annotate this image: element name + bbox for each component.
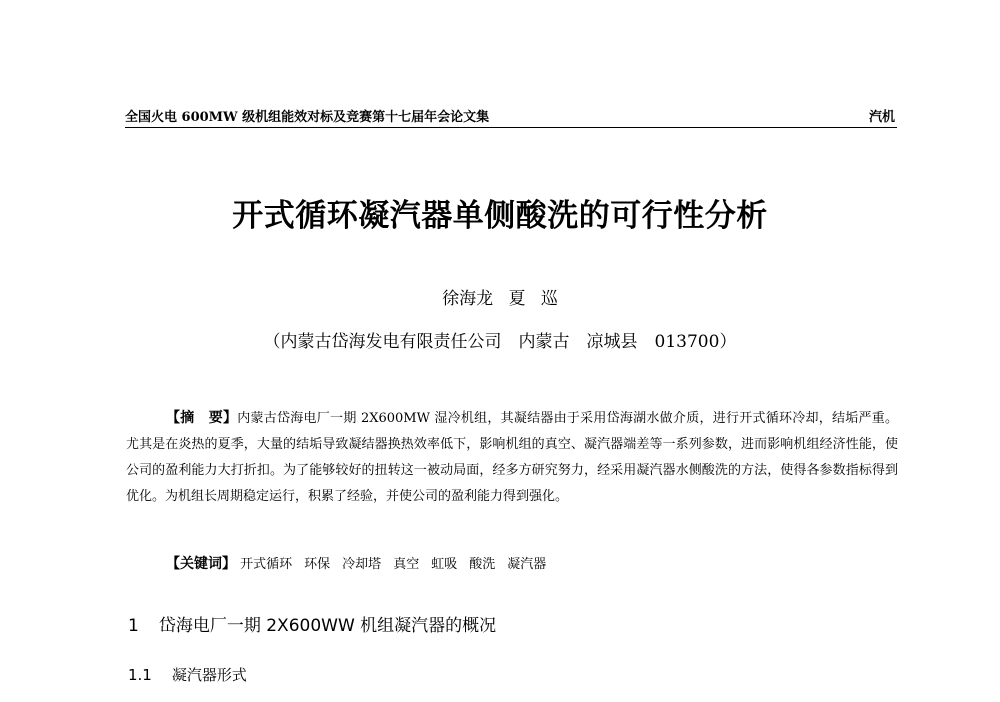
keyword: 酸洗 xyxy=(469,557,496,572)
keywords xyxy=(166,551,896,578)
running-header xyxy=(125,105,897,128)
section-title: 岱海电厂一期 2X600WW 机组凝汽器的概况 xyxy=(158,616,497,636)
paper-title: 开式循环凝汽器单侧酸洗的可行性分析 xyxy=(232,198,768,234)
keyword: 开式循环 xyxy=(240,557,293,572)
authors: 徐海龙 夏 巡 xyxy=(442,289,558,309)
section-number: 1 xyxy=(128,616,139,636)
abstract-text: 内蒙古岱海电厂一期 2X600MW 湿冷机组，其凝结器由于采用岱海湖水做介质，进行开式循环冷却，结垢严重。尤其是在炎热的夏季，大量的结垢导致凝结器换热效率低下，影响机组的真空、凝汽器端差等一系列参数，进而影响机组经济性能，使公司的盈利能力大打折扣。为了能够较好的扭转这一被动局面，经多方研究努力，经采用凝汽器水侧酸洗的方法，使得各参数指标得到优化。为机组长周期稳定运行，积累了经验，并使公司的盈利能力得到强化。 xyxy=(126,411,899,504)
affiliation: （内蒙古岱海发电有限责任公司 内蒙古 凉城县 013700） xyxy=(263,332,737,352)
subsection-title: 凝汽器形式 xyxy=(171,666,247,684)
subsection-number: 1.1 xyxy=(128,666,152,684)
subsection-heading xyxy=(128,664,247,685)
keyword: 虹吸 xyxy=(431,557,458,572)
keywords-label: 【关键词】 xyxy=(166,556,236,572)
section-tag: 汽机 xyxy=(868,110,895,125)
keyword: 环保 xyxy=(304,557,331,572)
keyword-list xyxy=(240,557,558,572)
section-heading xyxy=(128,611,496,636)
abstract-label: 【摘 要】 xyxy=(166,410,238,426)
journal-title: 全国火电 600MW 级机组能效对标及竞赛第十七届年会论文集 xyxy=(125,110,490,125)
keyword: 凝汽器 xyxy=(507,557,547,572)
abstract xyxy=(126,405,898,510)
keyword: 真空 xyxy=(393,557,420,572)
keyword: 冷却塔 xyxy=(342,557,382,572)
